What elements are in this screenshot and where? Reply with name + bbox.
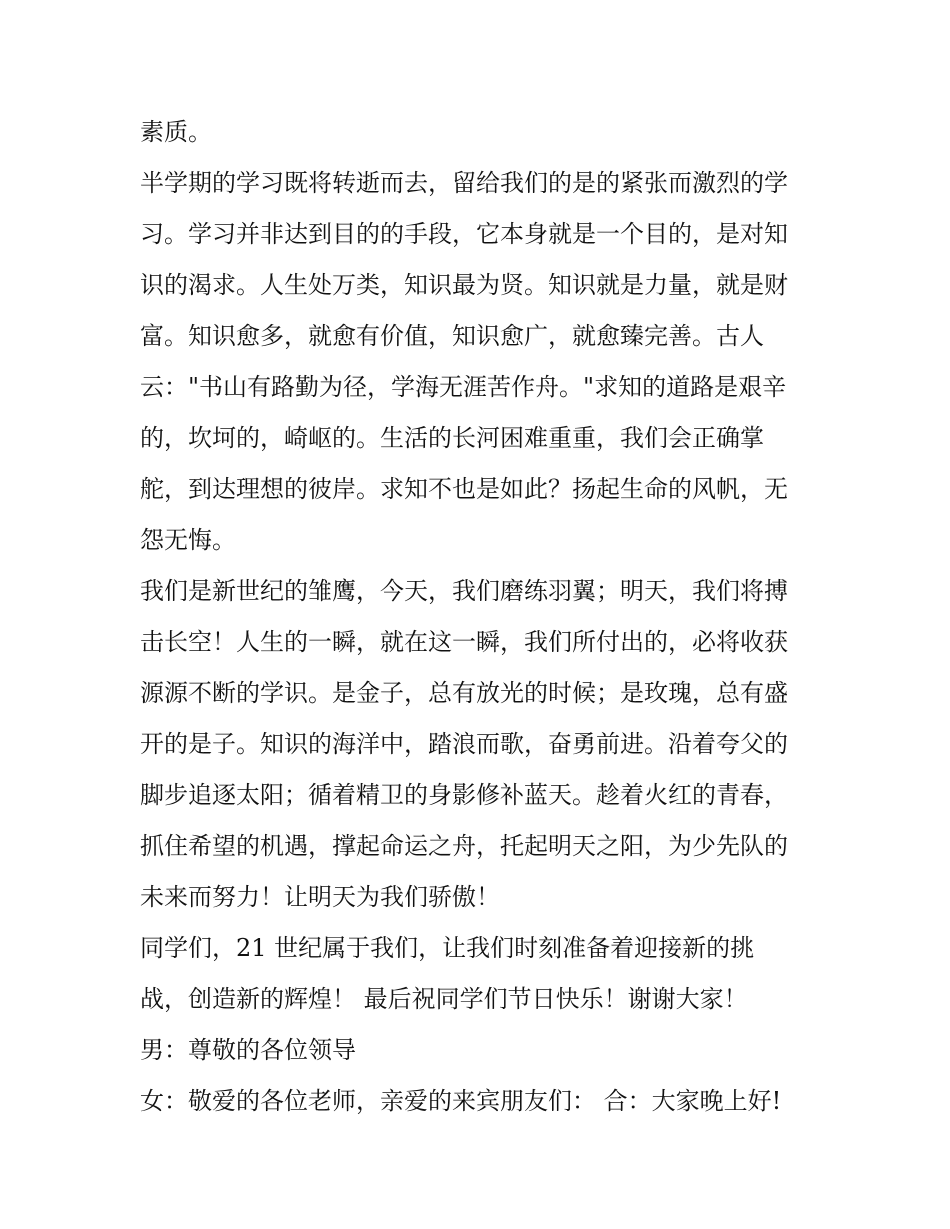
text-line: 击长空！人生的一瞬，就在这一瞬，我们所付出的，必将收获 <box>140 628 788 656</box>
text-line: 舵，到达理想的彼岸。求知不也是如此？扬起生命的风帆，无 <box>140 475 788 503</box>
text-line: 战，创造新的辉煌！ 最后祝同学们节日快乐！谢谢大家！ <box>140 985 748 1013</box>
text-line: 同学们，21 世纪属于我们，让我们时刻准备着迎接新的挑 <box>140 934 755 962</box>
text-line: 的，坎坷的，崎岖的。生活的长河困难重重，我们会正确掌 <box>140 424 764 452</box>
text-line: 我们是新世纪的雏鹰，今天，我们磨练羽翼；明天，我们将搏 <box>140 577 788 605</box>
text-line: 男：尊敬的各位领导 <box>140 1036 356 1064</box>
text-line: 习。学习并非达到目的的手段，它本身就是一个目的，是对知 <box>140 220 788 248</box>
text-line: 脚步追逐太阳；循着精卫的身影修补蓝天。趁着火红的青春， <box>140 781 788 809</box>
text-line: 怨无悔。 <box>140 526 236 554</box>
text-line: 女：敬爱的各位老师，亲爱的来宾朋友们： 合：大家晚上好! <box>140 1087 782 1115</box>
text-line: 未来而努力！让明天为我们骄傲！ <box>140 883 500 911</box>
text-line: 源源不断的学识。是金子，总有放光的时候；是玫瑰，总有盛 <box>140 679 788 707</box>
text-line: 素质。 <box>140 118 212 146</box>
text-line: 识的渴求。人生处万类，知识最为贤。知识就是力量，就是财 <box>140 271 788 299</box>
text-line: 抓住希望的机遇，撑起命运之舟，托起明天之阳，为少先队的 <box>140 832 788 860</box>
text-line: 半学期的学习既将转逝而去，留给我们的是的紧张而激烈的学 <box>140 169 788 197</box>
document-body <box>140 107 820 1127</box>
text-line: 富。知识愈多，就愈有价值，知识愈广，就愈臻完善。古人 <box>140 322 764 350</box>
text-line: 开的是子。知识的海洋中，踏浪而歌，奋勇前进。沿着夸父的 <box>140 730 788 758</box>
text-line: 云："书山有路勤为径，学海无涯苦作舟。"求知的道路是艰辛 <box>140 373 787 401</box>
